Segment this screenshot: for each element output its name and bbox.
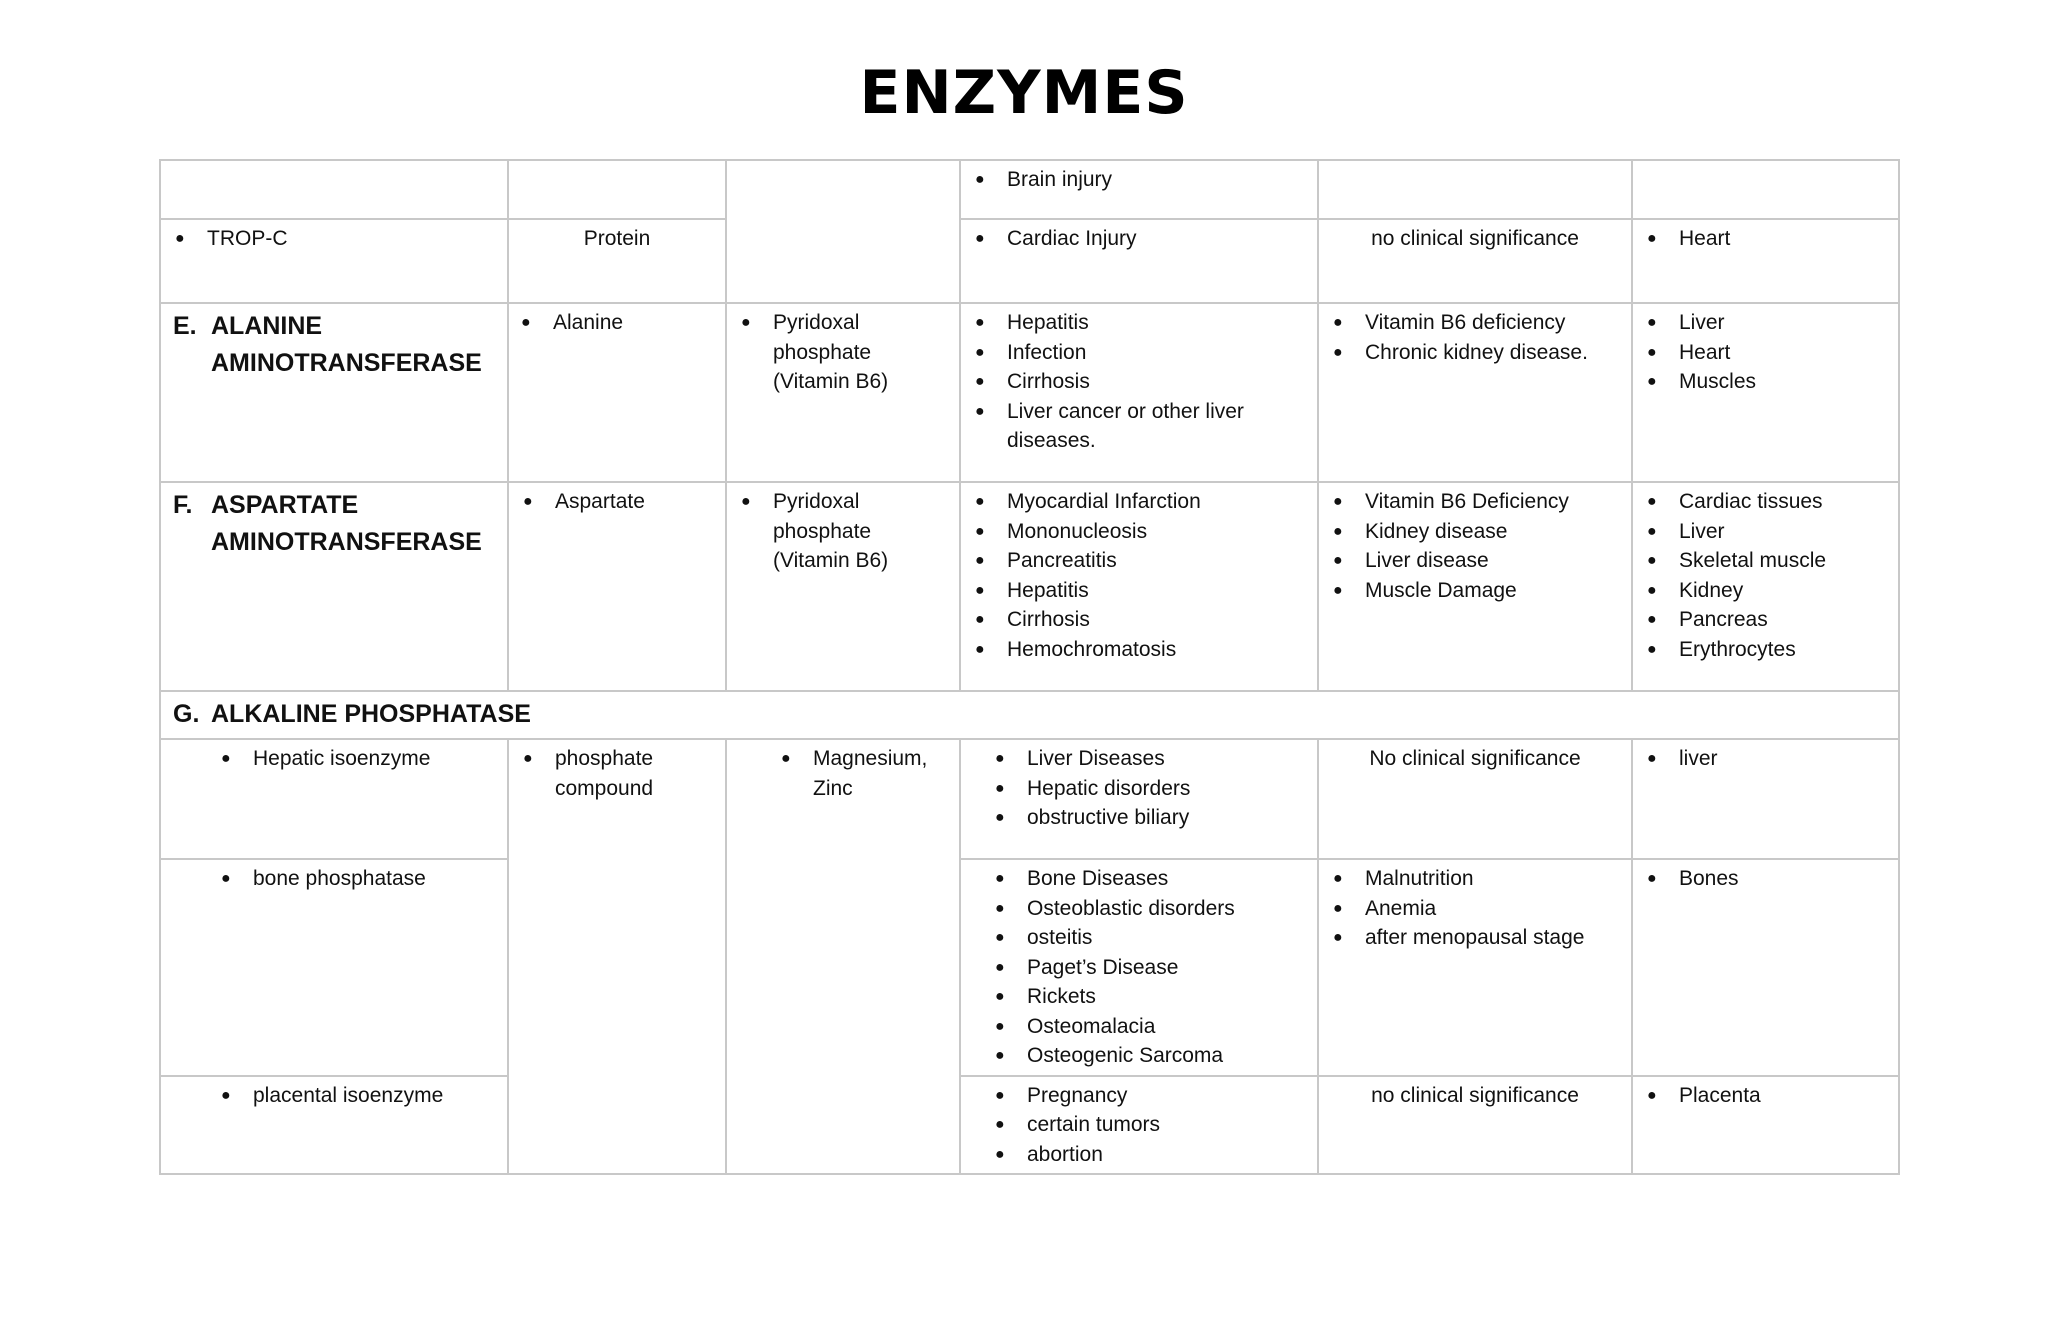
cell-disease [960, 160, 1318, 219]
cell-tissue [1632, 859, 1899, 1076]
list-item: ● Hepatitis [971, 576, 1307, 606]
cell-name [160, 219, 508, 303]
cell-substrate [508, 482, 726, 691]
list-item: ● Liver cancer or other liver diseases. [971, 397, 1307, 456]
list-item: ● Cirrhosis [971, 605, 1307, 635]
enzyme-name-cell [160, 482, 508, 691]
list-item: ● Magnesium, Zinc [777, 744, 949, 803]
list-item: ● Mononucleosis [971, 517, 1307, 547]
list-item: ● Pyridoxal phosphate (Vitamin B6) [737, 308, 949, 397]
cell-empty [160, 160, 508, 219]
list-item: ● phosphate compound [519, 744, 715, 803]
list-item: ● TROP-C [171, 224, 497, 254]
list-item: ● Paget’s Disease [991, 953, 1307, 983]
list-item: ● obstructive biliary [991, 803, 1307, 833]
enzyme-name-line1: ALANINE [211, 312, 323, 340]
cell-disease [960, 219, 1318, 303]
list-item: ● Skeletal muscle [1643, 546, 1888, 576]
cell-substrate [508, 303, 726, 482]
list-item: ● Erythrocytes [1643, 635, 1888, 665]
list-item: ● Cardiac tissues [1643, 487, 1888, 517]
list-item: ● Kidney disease [1329, 517, 1621, 547]
cell-substrate: Protein [508, 219, 726, 303]
cell-empty [726, 160, 960, 303]
list-item: ● Myocardial Infarction [971, 487, 1307, 517]
table-row-hepatic-isoenzyme [160, 739, 1899, 859]
cell-low-level [1318, 859, 1632, 1076]
list-item: ● Alanine [517, 308, 715, 338]
list-item: ● Muscle Damage [1329, 576, 1621, 606]
list-item: ● Pyridoxal phosphate (Vitamin B6) [737, 487, 949, 576]
cell-empty [1318, 160, 1632, 219]
table-row-section-header [160, 691, 1899, 739]
list-item: ● Liver [1643, 517, 1888, 547]
cell-tissue [1632, 482, 1899, 691]
cell-disease [960, 1076, 1318, 1175]
cell-tissue [1632, 303, 1899, 482]
list-item: ● Hemochromatosis [971, 635, 1307, 665]
cell-name [160, 1076, 508, 1175]
list-item: ● bone phosphatase [217, 864, 497, 894]
enzyme-letter: F. [173, 491, 193, 519]
list-item: ● Heart [1643, 224, 1888, 254]
list-item: ● Pancreas [1643, 605, 1888, 635]
enzyme-name-line2: AMINOTRANSFERASE [211, 528, 482, 556]
enzyme-name-line1: ASPARTATE [211, 491, 359, 519]
enzyme-letter: E. [173, 312, 197, 340]
list-item: ● Liver Diseases [991, 744, 1307, 774]
list-item: ● Bones [1643, 864, 1888, 894]
list-item: ● Pancreatitis [971, 546, 1307, 576]
cell-name [160, 859, 508, 1076]
cell-cofactor [726, 739, 960, 1174]
cell-cofactor [726, 303, 960, 482]
enzymes-table [159, 159, 1900, 1175]
list-item: ● Cirrhosis [971, 367, 1307, 397]
list-item: ● Anemia [1329, 894, 1621, 924]
list-item: ● abortion [991, 1140, 1307, 1170]
list-item: ● Chronic kidney disease. [1329, 338, 1621, 368]
list-item: ● Liver disease [1329, 546, 1621, 576]
page-title: ENZYMES [859, 58, 1189, 128]
list-item: ● certain tumors [991, 1110, 1307, 1140]
list-item: ● Brain injury [971, 165, 1307, 195]
table-row-aspartate-aminotransferase [160, 482, 1899, 691]
list-item: ● Infection [971, 338, 1307, 368]
list-item: ● placental isoenzyme [217, 1081, 497, 1111]
table-row-alanine-aminotransferase [160, 303, 1899, 482]
table-row-placental-isoenzyme [160, 1076, 1899, 1175]
list-item: ● Aspartate [519, 487, 715, 517]
cell-empty [508, 160, 726, 219]
list-item: ● Rickets [991, 982, 1307, 1012]
list-item: ● Cardiac Injury [971, 224, 1307, 254]
cell-tissue [1632, 1076, 1899, 1175]
list-item: ● Kidney [1643, 576, 1888, 606]
list-item: ● Placenta [1643, 1081, 1888, 1111]
list-item: ● Heart [1643, 338, 1888, 368]
list-item: ● Vitamin B6 deficiency [1329, 308, 1621, 338]
table-row-trop-c [160, 219, 1899, 303]
table-row-bone-phosphatase [160, 859, 1899, 1076]
cell-tissue [1632, 739, 1899, 859]
list-item: ● Malnutrition [1329, 864, 1621, 894]
cell-low-level: no clinical significance [1318, 1076, 1632, 1175]
enzyme-name: ALKALINE PHOSPHATASE [211, 700, 531, 728]
cell-low-level [1318, 482, 1632, 691]
cell-disease [960, 482, 1318, 691]
list-item: ● Hepatic disorders [991, 774, 1307, 804]
cell-disease [960, 739, 1318, 859]
list-item: ● Pregnancy [991, 1081, 1307, 1111]
cell-low-level [1318, 303, 1632, 482]
list-item: ● Hepatic isoenzyme [217, 744, 497, 774]
cell-empty [1632, 160, 1899, 219]
list-item: ● Vitamin B6 Deficiency [1329, 487, 1621, 517]
cell-disease [960, 303, 1318, 482]
list-item: ● Osteoblastic disorders [991, 894, 1307, 924]
cell-substrate [508, 739, 726, 1174]
section-header [160, 691, 1899, 739]
list-item: ● Osteomalacia [991, 1012, 1307, 1042]
list-item: ● Bone Diseases [991, 864, 1307, 894]
cell-name [160, 739, 508, 859]
list-item: ● osteitis [991, 923, 1307, 953]
list-item: ● after menopausal stage [1329, 923, 1621, 953]
cell-tissue [1632, 219, 1899, 303]
cell-disease [960, 859, 1318, 1076]
cell-cofactor [726, 482, 960, 691]
list-item: ● Liver [1643, 308, 1888, 338]
enzyme-name-line2: AMINOTRANSFERASE [211, 349, 482, 377]
cell-low-level: no clinical significance [1318, 219, 1632, 303]
table-row-brain-injury [160, 160, 1899, 219]
list-item: ● Muscles [1643, 367, 1888, 397]
enzyme-letter: G. [173, 700, 200, 728]
list-item: ● Osteogenic Sarcoma [991, 1041, 1307, 1071]
list-item: ● liver [1643, 744, 1888, 774]
list-item: ● Hepatitis [971, 308, 1307, 338]
enzyme-name-cell [160, 303, 508, 482]
cell-low-level: No clinical significance [1318, 739, 1632, 859]
